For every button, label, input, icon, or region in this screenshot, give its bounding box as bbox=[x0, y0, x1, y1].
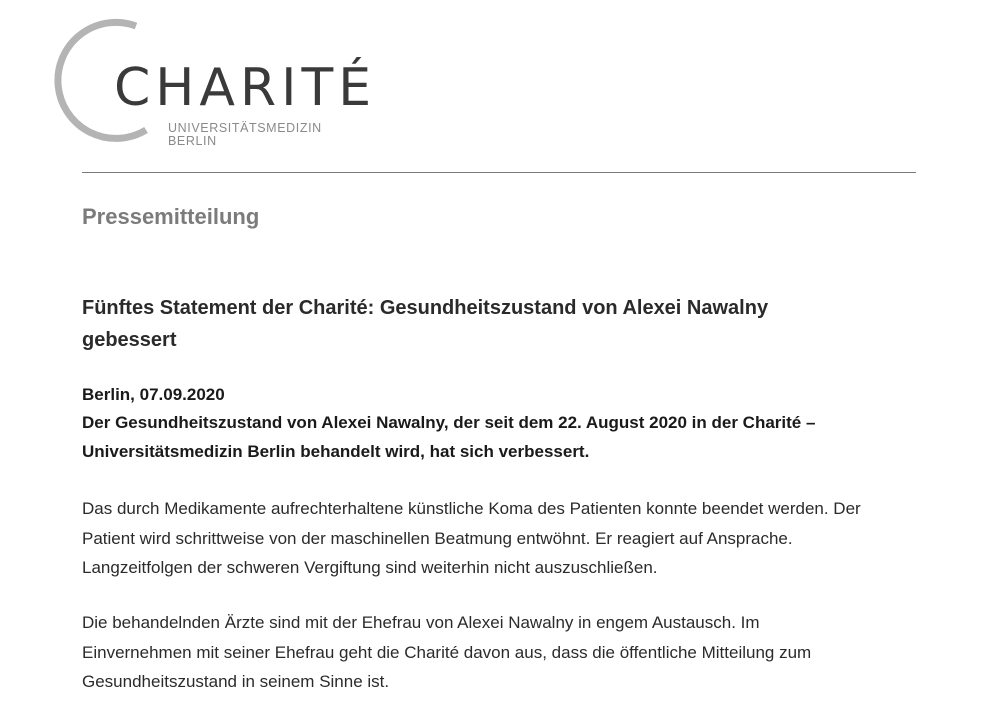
lead-paragraph bbox=[82, 408, 932, 466]
paragraph-line: Patient wird schrittweise von der maschinellen Beatmung entwöhnt. Er reagiert auf Ansprache. bbox=[82, 528, 793, 548]
body-paragraph-2 bbox=[82, 608, 932, 697]
headline-line: gebessert bbox=[82, 329, 177, 351]
lead-line: Universitätsmedizin Berlin behandelt wird, hat sich verbessert. bbox=[82, 442, 590, 461]
press-headline bbox=[82, 292, 882, 356]
paragraph-line: Einvernehmen mit seiner Ehefrau geht die Charité davon aus, dass die öffentliche Mitteilung zum bbox=[82, 642, 812, 662]
charite-logo bbox=[36, 18, 377, 148]
headline-line: Fünftes Statement der Charité: Gesundheitszustand von Alexei Nawalny bbox=[82, 297, 769, 319]
paragraph-line: Die behandelnden Ärzte sind mit der Ehefrau von Alexei Nawalny in engem Austausch. Im bbox=[82, 613, 760, 632]
section-label: Pressemitteilung bbox=[82, 204, 260, 229]
logo-subtitle: UNIVERSITÄTSMEDIZIN BERLIN bbox=[168, 121, 322, 148]
paragraph-line: Langzeitfolgen der schweren Vergiftung sind weiterhin nicht auszuschließen. bbox=[82, 558, 658, 577]
dateline: Berlin, 07.09.2020 bbox=[82, 385, 225, 404]
logo-wordmark: CHARITÉ bbox=[114, 58, 377, 118]
paragraph-line: Gesundheitszustand in seinem Sinne ist. bbox=[82, 672, 390, 691]
lead-line: Der Gesundheitszustand von Alexei Nawalny, der seit dem 22. August 2020 in der Charité – bbox=[82, 413, 816, 432]
header-divider bbox=[82, 172, 916, 173]
paragraph-line: Das durch Medikamente aufrechterhaltene künstliche Koma des Patienten konnte beendet werden. Der bbox=[82, 499, 861, 518]
body-paragraph-1 bbox=[82, 494, 932, 583]
